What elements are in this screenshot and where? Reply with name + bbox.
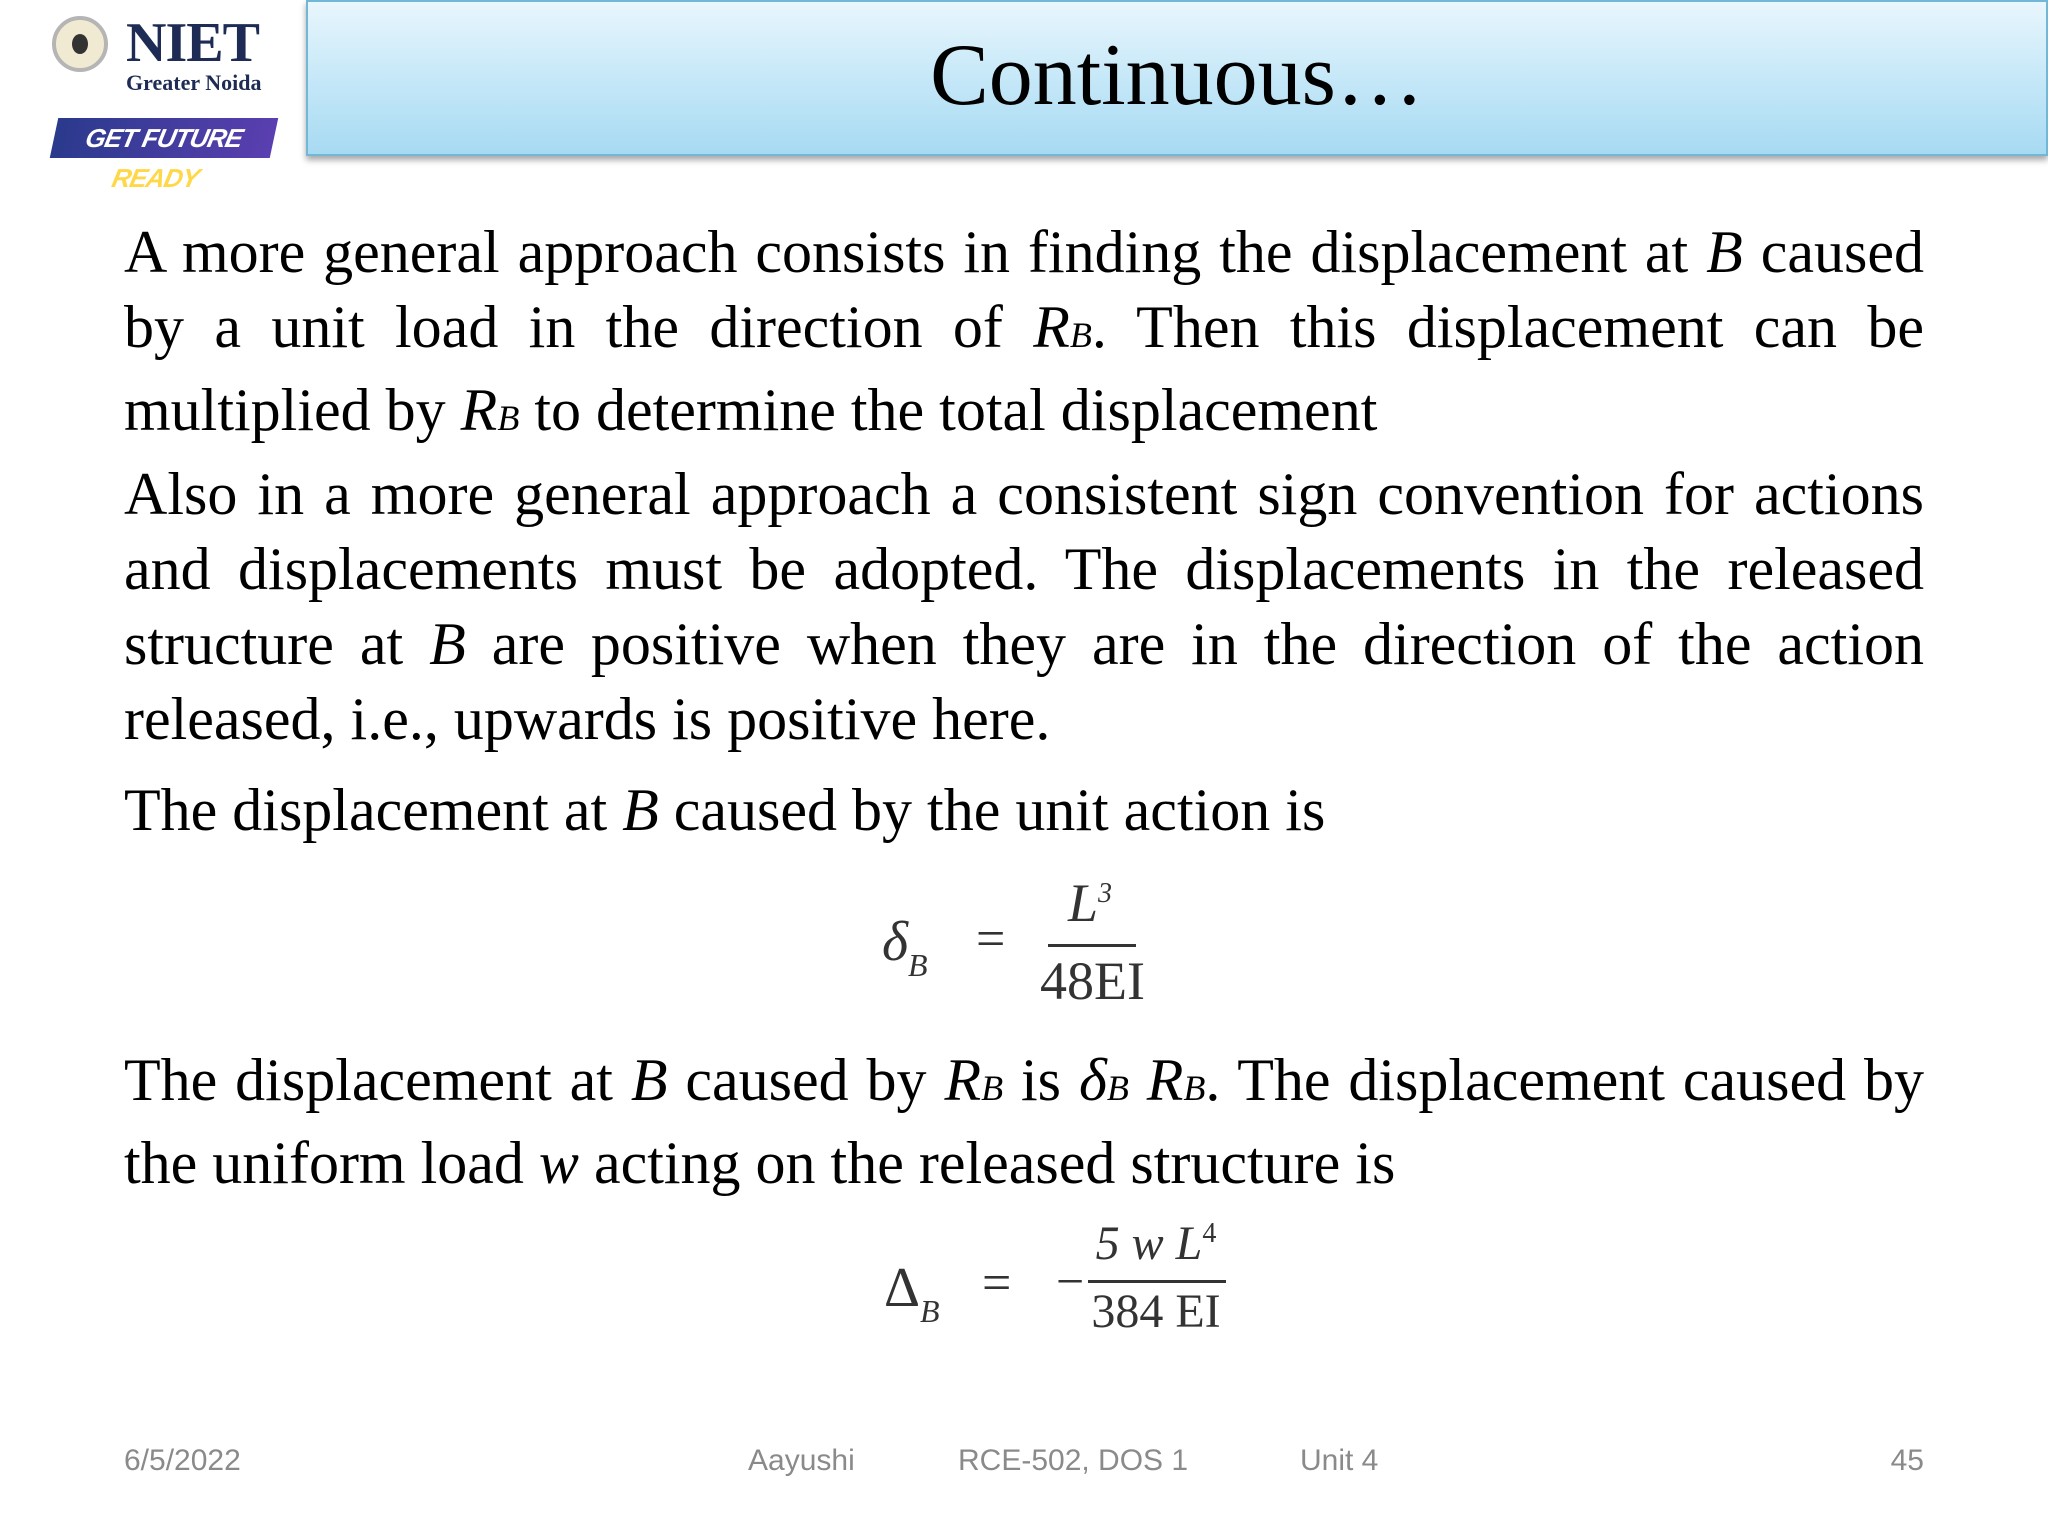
footer-author: Aayushi xyxy=(748,1444,855,1477)
p2-B: B xyxy=(429,611,466,677)
eq1-lhs xyxy=(882,910,928,983)
title-banner xyxy=(306,0,2048,156)
eq1-numerator xyxy=(1050,872,1130,934)
eq2-denominator: 384 EI xyxy=(1091,1285,1221,1338)
p1-R2-sub: B xyxy=(497,398,520,438)
equation-delta-b xyxy=(880,870,1180,1020)
p1-B: B xyxy=(1706,219,1743,285)
logo-city: Greater Noida xyxy=(126,70,262,95)
p4-text-5: acting on the released structure is xyxy=(578,1130,1396,1196)
p4-delta: δ xyxy=(1078,1047,1107,1113)
paragraph-unit-load xyxy=(124,215,1924,456)
logo-tagline xyxy=(50,118,279,193)
p4-R-sub: B xyxy=(981,1068,1004,1108)
p4-text-3: is xyxy=(1003,1047,1079,1113)
paragraph-uniform-load xyxy=(124,1043,1924,1201)
p3-text-2: caused by the unit action is xyxy=(658,777,1326,843)
p1-R2: R xyxy=(460,377,498,443)
p1-text-2: caused by a unit load in the direction of xyxy=(124,219,1924,360)
eq1-num-base: L xyxy=(1067,873,1099,933)
eq1-fraction-bar xyxy=(1048,944,1136,947)
paragraph-sign-convention xyxy=(124,457,1924,757)
eq2-lhs xyxy=(884,1256,940,1329)
footer-page-number: 45 xyxy=(1890,1444,1924,1477)
tagline-part1: GET FUTURE xyxy=(82,123,246,153)
footer-date: 6/5/2022 xyxy=(124,1444,241,1477)
logo-brand: NIET xyxy=(126,12,259,74)
p4-B: B xyxy=(630,1047,668,1113)
footer-course: RCE-502, DOS 1 xyxy=(958,1444,1189,1477)
eq2-numerator xyxy=(1086,1216,1226,1271)
footer-unit: Unit 4 xyxy=(1300,1444,1379,1477)
p4-R2: R xyxy=(1146,1047,1184,1113)
p1-R-sub: B xyxy=(1069,315,1092,355)
eq2-num-base: 5 w L xyxy=(1095,1217,1203,1270)
eq1-num-exp: 3 xyxy=(1098,878,1113,909)
p3-text-1: The displacement at xyxy=(124,777,623,843)
p1-text-3: . Then this displacement can be multiplied by xyxy=(124,294,1924,443)
p1-text-1: A more general approach consists in finding the displacement at xyxy=(124,219,1707,285)
p4-text-2: caused by xyxy=(667,1047,945,1113)
eq2-minus: − xyxy=(1056,1253,1085,1309)
p2-text-1: Also in a more general approach a consistent sign convention for actions and displacements must be adopted. The displacements in the released structure at xyxy=(124,461,1924,677)
p4-text-4: . The displacement caused by the uniform load xyxy=(124,1047,1924,1196)
p4-delta-sub: B xyxy=(1106,1068,1129,1108)
eq1-denominator: 48EI xyxy=(1040,951,1145,1011)
niet-seal-icon xyxy=(52,16,108,72)
p1-R: R xyxy=(1033,294,1070,360)
eq2-delta: Δ xyxy=(884,1257,921,1319)
equation-capital-delta-b xyxy=(880,1217,1240,1350)
eq1-lhs-sub: B xyxy=(908,947,928,983)
niet-logo xyxy=(40,8,290,193)
p4-text-1: The displacement at xyxy=(124,1047,631,1113)
eq2-lhs-sub: B xyxy=(920,1293,940,1329)
p4-R: R xyxy=(944,1047,982,1113)
slide-title: Continuous… xyxy=(930,27,1424,124)
p4-w: w xyxy=(538,1130,579,1196)
eq1-delta: δ xyxy=(882,911,909,973)
eq2-num-exp: 4 xyxy=(1202,1218,1217,1249)
p4-space xyxy=(1129,1047,1147,1113)
paragraph-unit-action xyxy=(124,773,1924,848)
p3-B: B xyxy=(622,777,659,843)
eq1-equals: = xyxy=(976,911,1006,968)
eq2-equals: = xyxy=(982,1255,1012,1312)
eq2-fraction-bar xyxy=(1088,1280,1226,1283)
tagline-part2: READY xyxy=(109,163,202,193)
p2-text-2: are positive when they are in the direction of the action released, i.e., upwards is positive here. xyxy=(124,611,1924,752)
p4-R2-sub: B xyxy=(1183,1068,1206,1108)
p1-text-4: to determine the total displacement xyxy=(519,377,1378,443)
